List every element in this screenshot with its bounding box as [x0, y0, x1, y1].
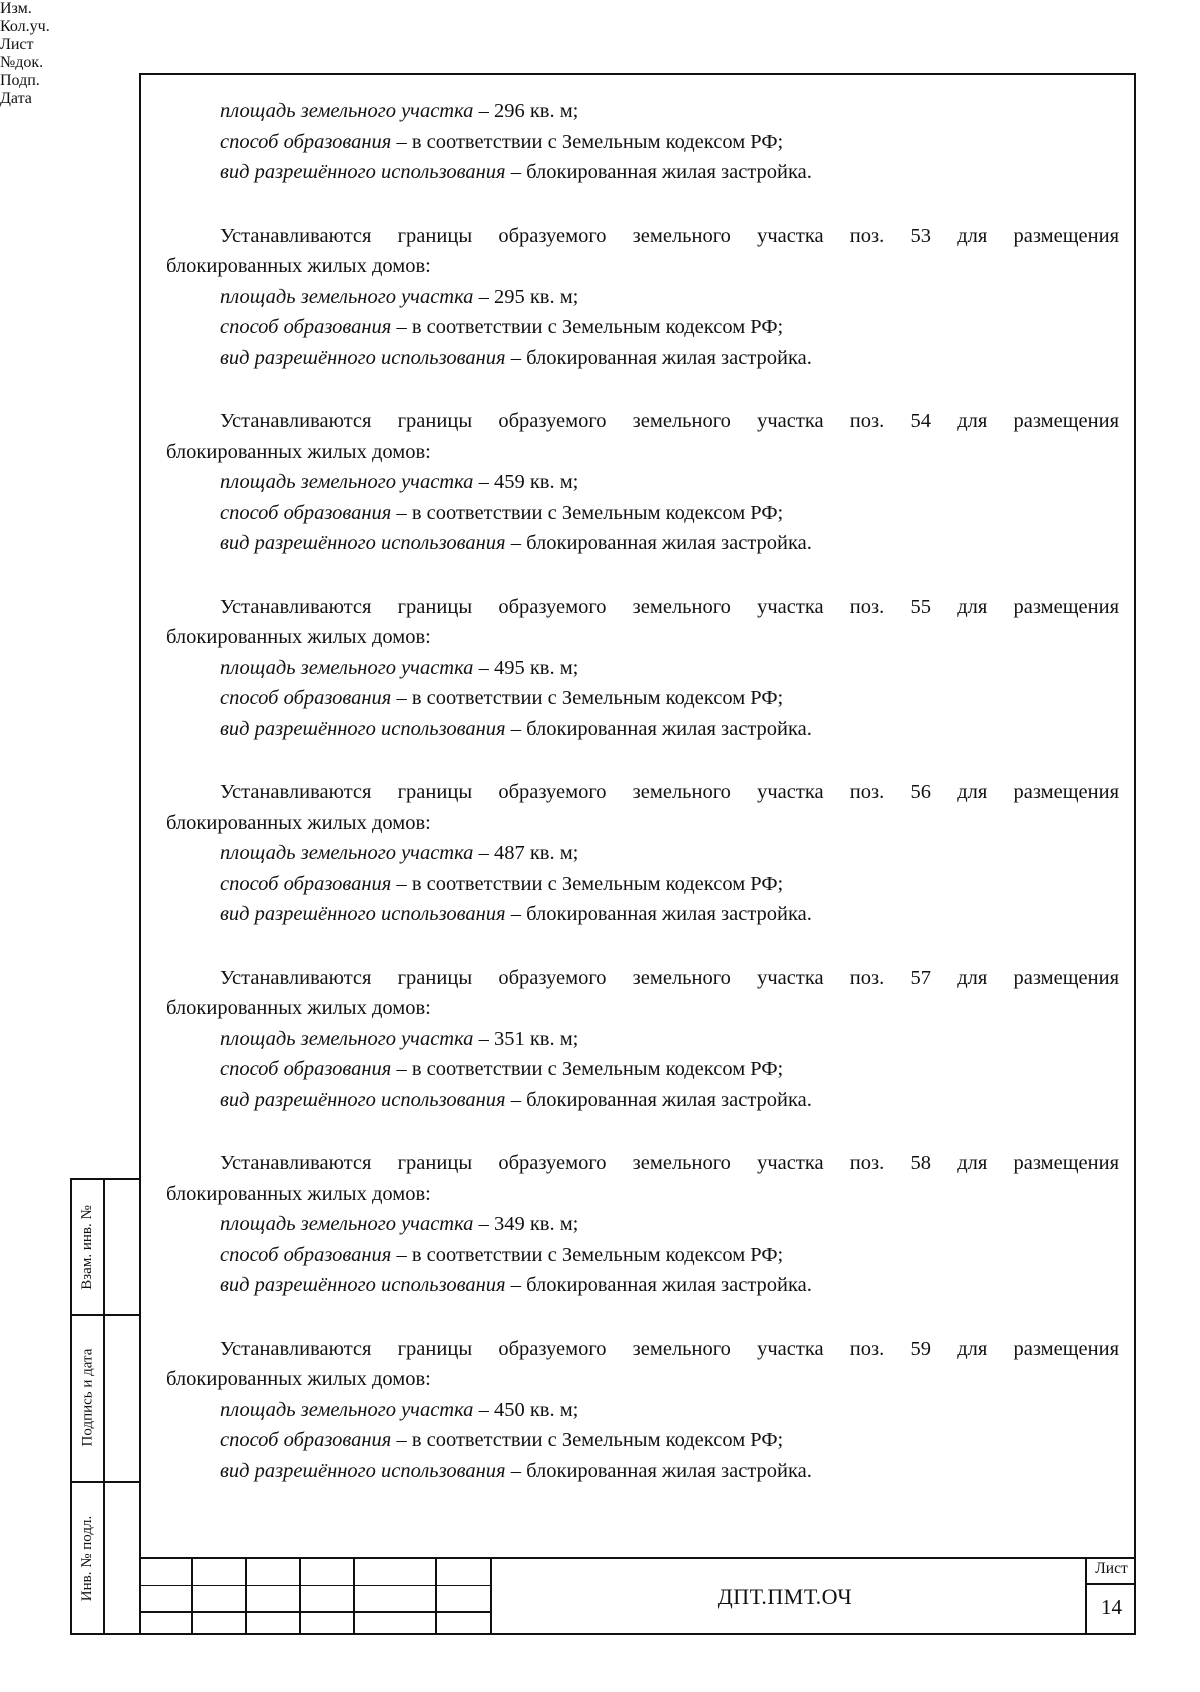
- param-label: площадь земельного участка: [220, 285, 474, 308]
- plot-intro-first: Устанавливаются границы образуемого земельного участка поз. 58 для размещения: [220, 1152, 1119, 1174]
- param-line: [166, 96, 1119, 127]
- param-label: площадь земельного участка: [220, 656, 474, 679]
- plot-intro: [166, 406, 1119, 467]
- plot-block: [166, 1148, 1119, 1301]
- param-line: [166, 282, 1119, 313]
- param-line: [166, 467, 1119, 498]
- plot-block: [166, 1334, 1119, 1487]
- plot-intro: [166, 592, 1119, 653]
- param-line: [166, 1270, 1119, 1301]
- sheet-number: 14: [1101, 1595, 1122, 1619]
- plot-intro: [166, 1148, 1119, 1209]
- param-label: площадь земельного участка: [220, 1213, 474, 1235]
- param-value: – 459 кв. м;: [473, 471, 579, 493]
- plot-block: [166, 592, 1119, 745]
- param-value: – блокированная жилая застройка.: [505, 346, 812, 369]
- plot-block: [166, 963, 1119, 1116]
- param-label: способ образования: [220, 316, 392, 338]
- param-line: [166, 838, 1119, 869]
- plot-intro: [166, 777, 1119, 838]
- param-label: способ образования: [220, 1429, 392, 1451]
- param-value: – блокированная жилая застройка.: [505, 1274, 812, 1296]
- plot-intro-second: блокированных жилых домов:: [166, 811, 431, 834]
- tb-sheet-line: [1085, 1583, 1136, 1585]
- side-label-text: Подпись и дата: [79, 1348, 96, 1447]
- param-label: способ образования: [220, 687, 392, 709]
- param-label: способ образования: [220, 872, 392, 895]
- plot-intro: [166, 221, 1119, 282]
- side-label-text: Взам. инв. №: [79, 1204, 95, 1290]
- tb-col-line: [245, 1557, 247, 1635]
- param-label: вид разрешённого использования: [220, 903, 506, 925]
- param-label: площадь земельного участка: [220, 1027, 474, 1050]
- param-line: [166, 1456, 1119, 1487]
- param-label: площадь земельного участка: [220, 471, 474, 493]
- param-label: вид разрешённого использования: [220, 346, 506, 369]
- document-code: ДПТ.ПМТ.ОЧ: [717, 1584, 853, 1609]
- param-line: [166, 1024, 1119, 1055]
- param-value: – 349 кв. м;: [473, 1213, 579, 1235]
- param-line: [166, 1425, 1119, 1456]
- param-value: – 296 кв. м;: [473, 100, 579, 122]
- param-label: вид разрешённого использования: [220, 1088, 506, 1111]
- param-value: – 450 кв. м;: [473, 1398, 579, 1421]
- plot-intro-second: блокированных жилых домов:: [166, 626, 431, 648]
- plot-intro-second: блокированных жилых домов:: [166, 997, 431, 1019]
- param-label: способ образования: [220, 1243, 392, 1266]
- side-label-podpis: [72, 1314, 103, 1481]
- side-label-text: Инв. № подл.: [79, 1515, 95, 1601]
- param-value: – блокированная жилая застройка.: [505, 717, 812, 740]
- param-value: – в соответствии с Земельным кодексом РФ;: [391, 316, 784, 338]
- plot-intro-second: блокированных жилых домов:: [166, 1368, 431, 1390]
- param-line: [166, 157, 1119, 188]
- param-line: [166, 343, 1119, 374]
- side-label-vzam: [72, 1180, 103, 1314]
- param-value: – 351 кв. м;: [473, 1027, 579, 1050]
- param-value: – блокированная жилая застройка.: [505, 1459, 812, 1482]
- param-line: [166, 714, 1119, 745]
- param-label: способ образования: [220, 1058, 392, 1080]
- param-value: – в соответствии с Земельным кодексом РФ;: [391, 501, 784, 524]
- param-value: – 295 кв. м;: [473, 285, 579, 308]
- tb-col-line: [299, 1557, 301, 1635]
- plot-intro: [166, 1334, 1119, 1395]
- plot-block: [166, 777, 1119, 930]
- plot-intro-first: Устанавливаются границы образуемого земельного участка поз. 54 для размещения: [220, 410, 1119, 432]
- tb-header-ndok: №док.: [0, 54, 44, 71]
- param-line: [166, 1085, 1119, 1116]
- param-line: [166, 683, 1119, 714]
- side-column-divider: [103, 1180, 105, 1633]
- plot-intro-first: Устанавливаются границы образуемого земельного участка поз. 59 для размещения: [220, 1337, 1119, 1360]
- param-line: [166, 899, 1119, 930]
- tb-col-line: [435, 1557, 437, 1635]
- param-value: – блокированная жилая застройка.: [505, 1088, 812, 1111]
- param-label: способ образования: [220, 501, 392, 524]
- tb-header-kolu: Кол.уч.: [0, 18, 50, 35]
- param-line: [166, 127, 1119, 158]
- param-line: [166, 498, 1119, 529]
- plot-intro-first: Устанавливаются границы образуемого земельного участка поз. 56 для размещения: [220, 781, 1119, 803]
- plot-intro: [166, 963, 1119, 1024]
- param-line: [166, 1054, 1119, 1085]
- param-label: вид разрешённого использования: [220, 717, 506, 740]
- param-line: [166, 1209, 1119, 1240]
- param-label: вид разрешённого использования: [220, 532, 506, 554]
- tb-header-list: Лист: [0, 36, 34, 53]
- param-value: – 487 кв. м;: [473, 842, 579, 864]
- param-value: – в соответствии с Земельным кодексом РФ;: [391, 1058, 784, 1080]
- top-block: [166, 96, 1119, 188]
- plot-intro-second: блокированных жилых домов:: [166, 440, 431, 463]
- tb-col-line: [353, 1557, 355, 1635]
- param-label: вид разрешённого использования: [220, 1459, 506, 1482]
- param-label: площадь земельного участка: [220, 842, 474, 864]
- param-value: – в соответствии с Земельным кодексом РФ;: [391, 130, 784, 153]
- tb-top-line: [139, 1557, 1136, 1559]
- param-value: – в соответствии с Земельным кодексом РФ;: [391, 1429, 784, 1451]
- side-stamp: [70, 1178, 141, 1635]
- sheet-label: Лист: [1095, 1560, 1128, 1577]
- param-value: – блокированная жилая застройка.: [505, 161, 812, 183]
- param-line: [166, 528, 1119, 559]
- param-value: – в соответствии с Земельным кодексом РФ;: [391, 687, 784, 709]
- plot-block: [166, 221, 1119, 374]
- param-value: – в соответствии с Земельным кодексом РФ;: [391, 872, 784, 895]
- tb-header-izm: Изм.: [0, 0, 32, 17]
- param-line: [166, 869, 1119, 900]
- param-label: способ образования: [220, 130, 392, 153]
- plot-intro-first: Устанавливаются границы образуемого земельного участка поз. 57 для размещения: [220, 966, 1119, 989]
- param-line: [166, 653, 1119, 684]
- plot-block: [166, 406, 1119, 559]
- param-line: [166, 1240, 1119, 1271]
- param-value: – 495 кв. м;: [473, 656, 579, 679]
- tb-col-line: [191, 1557, 193, 1635]
- param-value: – в соответствии с Земельным кодексом РФ;: [391, 1243, 784, 1266]
- tb-header-data: Дата: [0, 90, 32, 107]
- param-label: вид разрешённого использования: [220, 1274, 506, 1296]
- param-label: площадь земельного участка: [220, 100, 474, 122]
- plot-intro-second: блокированных жилых домов:: [166, 1182, 431, 1205]
- param-label: вид разрешённого использования: [220, 161, 506, 183]
- document-body: [166, 96, 1119, 1519]
- plot-intro-first: Устанавливаются границы образуемого земельного участка поз. 55 для размещения: [220, 595, 1119, 618]
- param-label: площадь земельного участка: [220, 1398, 474, 1421]
- tb-header-podp: Подп.: [0, 72, 40, 89]
- param-value: – блокированная жилая застройка.: [505, 532, 812, 554]
- param-line: [166, 1395, 1119, 1426]
- param-value: – блокированная жилая застройка.: [505, 903, 812, 925]
- plot-intro-second: блокированных жилых домов:: [166, 255, 431, 277]
- side-label-inv: [72, 1481, 103, 1635]
- param-line: [166, 312, 1119, 343]
- plot-blocks: [166, 221, 1119, 1487]
- plot-intro-first: Устанавливаются границы образуемого земельного участка поз. 53 для размещения: [220, 224, 1119, 247]
